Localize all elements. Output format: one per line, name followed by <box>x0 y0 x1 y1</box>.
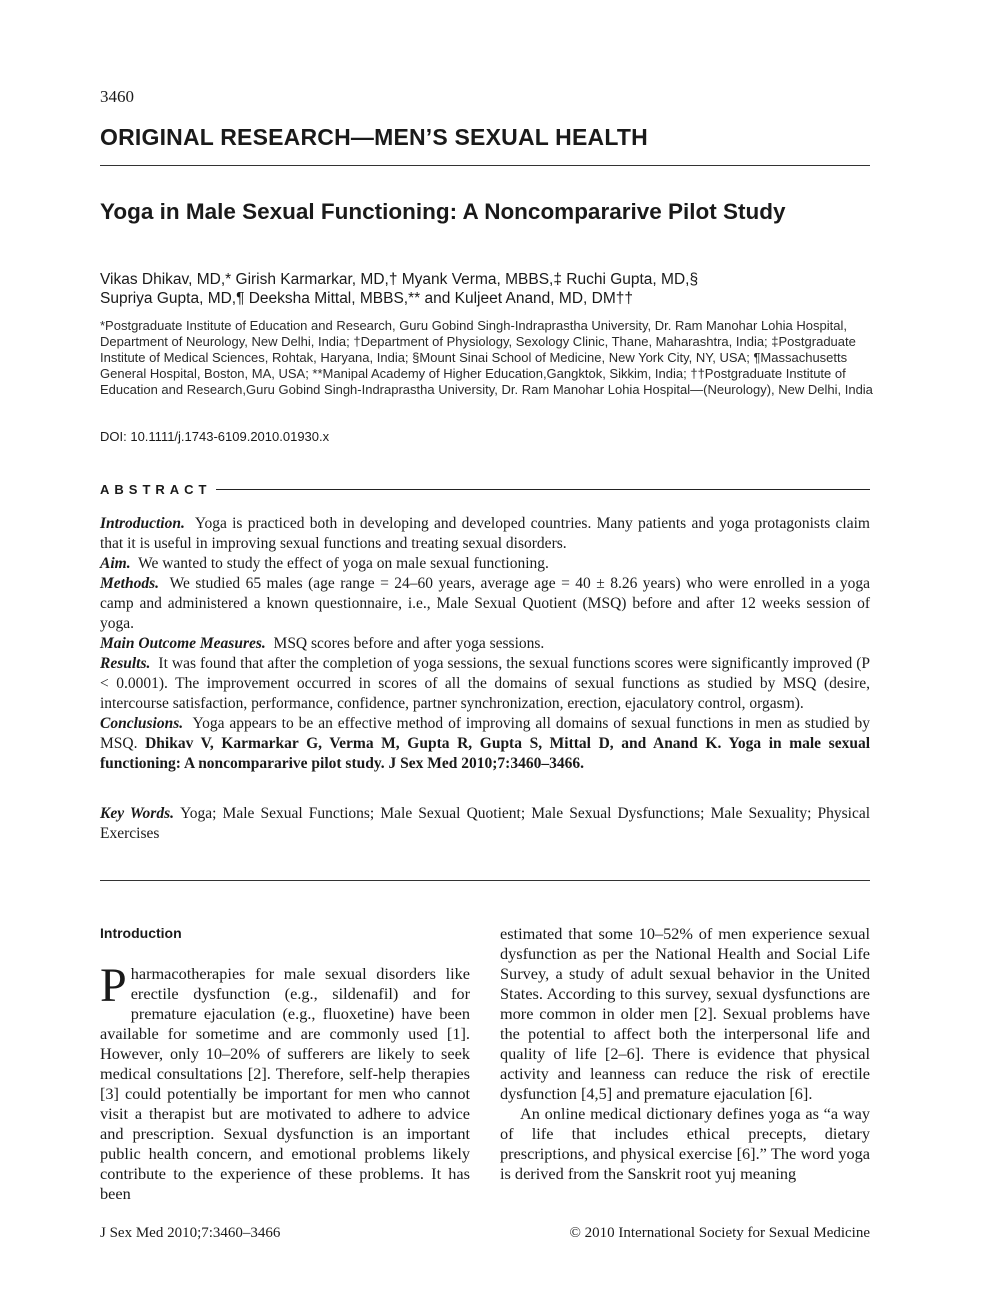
author-line-2: Supriya Gupta, MD,¶ Deeksha Mittal, MBBS,** and Kuljeet Anand, MD, DM†† <box>100 290 633 307</box>
abstract-outcome-text: MSQ scores before and after yoga sessions. <box>273 635 545 652</box>
introduction-paragraph-1 <box>100 959 470 1204</box>
abstract-label: ABSTRACT <box>100 481 212 497</box>
abstract-outcome-label: Main Outcome Measures. <box>100 635 266 652</box>
introduction-paragraph-2: An online medical dictionary defines yoga as “a way of life that includes ethical precepts, dietary prescriptions, and physical exercise [6].” The word yoga is derived from the Sanskrit root yuj meaning <box>500 1104 870 1183</box>
keywords-text: Yoga; Male Sexual Functions; Male Sexual Quotient; Male Sexual Dysfunctions; Male Sexuality; Physical Exercises <box>100 805 871 842</box>
article-title: Yoga in Male Sexual Functioning: A Noncompararive Pilot Study <box>100 199 786 224</box>
abstract-aim-label: Aim. <box>100 555 131 572</box>
abstract-aim-text: We wanted to study the effect of yoga on male sexual functioning. <box>138 555 549 572</box>
abstract-introduction-label: Introduction. <box>100 515 185 532</box>
abstract-methods-text: We studied 65 males (age range = 24–60 years, average age = 40 ± 8.26 years) who were enrolled in a yoga camp and administered a known questionnaire, i.e., Male Sexual Quotient (MSQ) before and after 12 weeks session of yoga. <box>100 575 870 632</box>
abstract-methods <box>100 574 870 634</box>
abstract-methods-label: Methods. <box>100 575 159 592</box>
abstract-results-text: It was found that after the completion of yoga sessions, the sexual functions scores were significantly improved (P < 0.0001). The improvement occurred in scores of all the domains of sexual functions as studied by MSQ (desire, intercourse satisfaction, performance, confidence, partner synchronization, erection, ejaculatory control, orgasm). <box>100 655 870 712</box>
abstract-results-label: Results. <box>100 655 151 672</box>
abstract-results <box>100 654 870 714</box>
abstract-citation: Dhikav V, Karmarkar G, Verma M, Gupta R, Gupta S, Mittal D, and Anand K. Yoga in male sexual functioning: A noncompararive pilot study. J Sex Med 2010;7:3460–3466. <box>100 735 871 772</box>
keywords <box>100 804 870 844</box>
drop-cap: P <box>100 959 127 1012</box>
affiliations: *Postgraduate Institute of Education and Research, Guru Gobind Singh-Indraprastha University, Dr. Ram Manohar Lohia Hospital, Department of Neurology, New Delhi, India; †Department of Physiology, Sexology Clinic, Thane, Maharashtra, India; ‡Postgraduate Institute of Medical Sciences, Rohtak, Haryana, India; §Mount Sinai School of Medicine, New York City, NY, USA; ¶Massachusetts General Hospital, Boston, MA, USA; **Manipal Academy of Higher Education,Gangktok, Sikkim, India; ††Postgraduate Institute of Education and Research,Guru Gobind Singh-Indraprastha University, Dr. Ram Manohar Lohia Hospital—(Neurology), New Delhi, India <box>100 318 873 397</box>
abstract-outcome <box>100 634 870 654</box>
introduction-heading: Introduction <box>100 925 182 941</box>
body-column-right <box>500 924 870 1184</box>
author-list <box>100 270 880 308</box>
footer-journal: J Sex Med 2010;7:3460–3466 <box>100 1225 281 1241</box>
abstract-introduction-text: Yoga is practiced both in developing and developed countries. Many patients and yoga protagonists claim that it is useful in improving sexual functions and treating sexual disorders. <box>100 515 870 552</box>
introduction-paragraph-1-continued: estimated that some 10–52% of men experience sexual dysfunction as per the National Health and Social Life Survey, a study of adult sexual behavior in the United States. According to this survey, sexual dysfunctions are more common in older men [2]. Sexual problems have the potential to affect both the interpersonal life and quality of life [2–6]. There is evidence that physical activity and leanness can reduce the risk of erectile dysfunction [4,5] and premature ejaculation [6]. <box>500 924 870 1103</box>
abstract-conclusions-text: Yoga appears to be an effective method of improving all domains of sexual functions in men as studied by MSQ. <box>100 715 870 752</box>
header-divider <box>100 165 870 166</box>
abstract-body <box>100 514 870 774</box>
abstract-aim <box>100 554 870 574</box>
body-column-left <box>100 959 470 1204</box>
keywords-label: Key Words. <box>100 805 174 822</box>
introduction-paragraph-1-text: harmacotherapies for male sexual disorders like erectile dysfunction (e.g., sildenafil) and for premature ejaculation (e.g., fluoxetine) have been available for sometime and are commonly used [1]. However, only 10–20% of sufferers are likely to seek medical consultations [2]. Therefore, self-help therapies [3] could potentially be important for men who cannot visit a therapist but are motivated to adhere to advice and prescription. Sexual dysfunction is an important public health concern, and emotional problems likely contribute to the experience of these problems. It has been <box>100 964 470 1203</box>
footer-copyright: © 2010 International Society for Sexual Medicine <box>569 1225 870 1241</box>
section-heading: ORIGINAL RESEARCH—MEN’S SEXUAL HEALTH <box>100 124 648 150</box>
abstract-header <box>100 479 870 499</box>
abstract-introduction <box>100 514 870 554</box>
abstract-conclusions-label: Conclusions. <box>100 715 184 732</box>
author-line-1: Vikas Dhikav, MD,* Girish Karmarkar, MD,† Myank Verma, MBBS,‡ Ruchi Gupta, MD,§ <box>100 271 699 288</box>
abstract-divider <box>100 880 870 881</box>
doi: DOI: 10.1111/j.1743-6109.2010.01930.x <box>100 429 330 444</box>
abstract-conclusions <box>100 714 870 774</box>
abstract-rule <box>216 489 871 490</box>
page-number: 3460 <box>100 87 134 106</box>
